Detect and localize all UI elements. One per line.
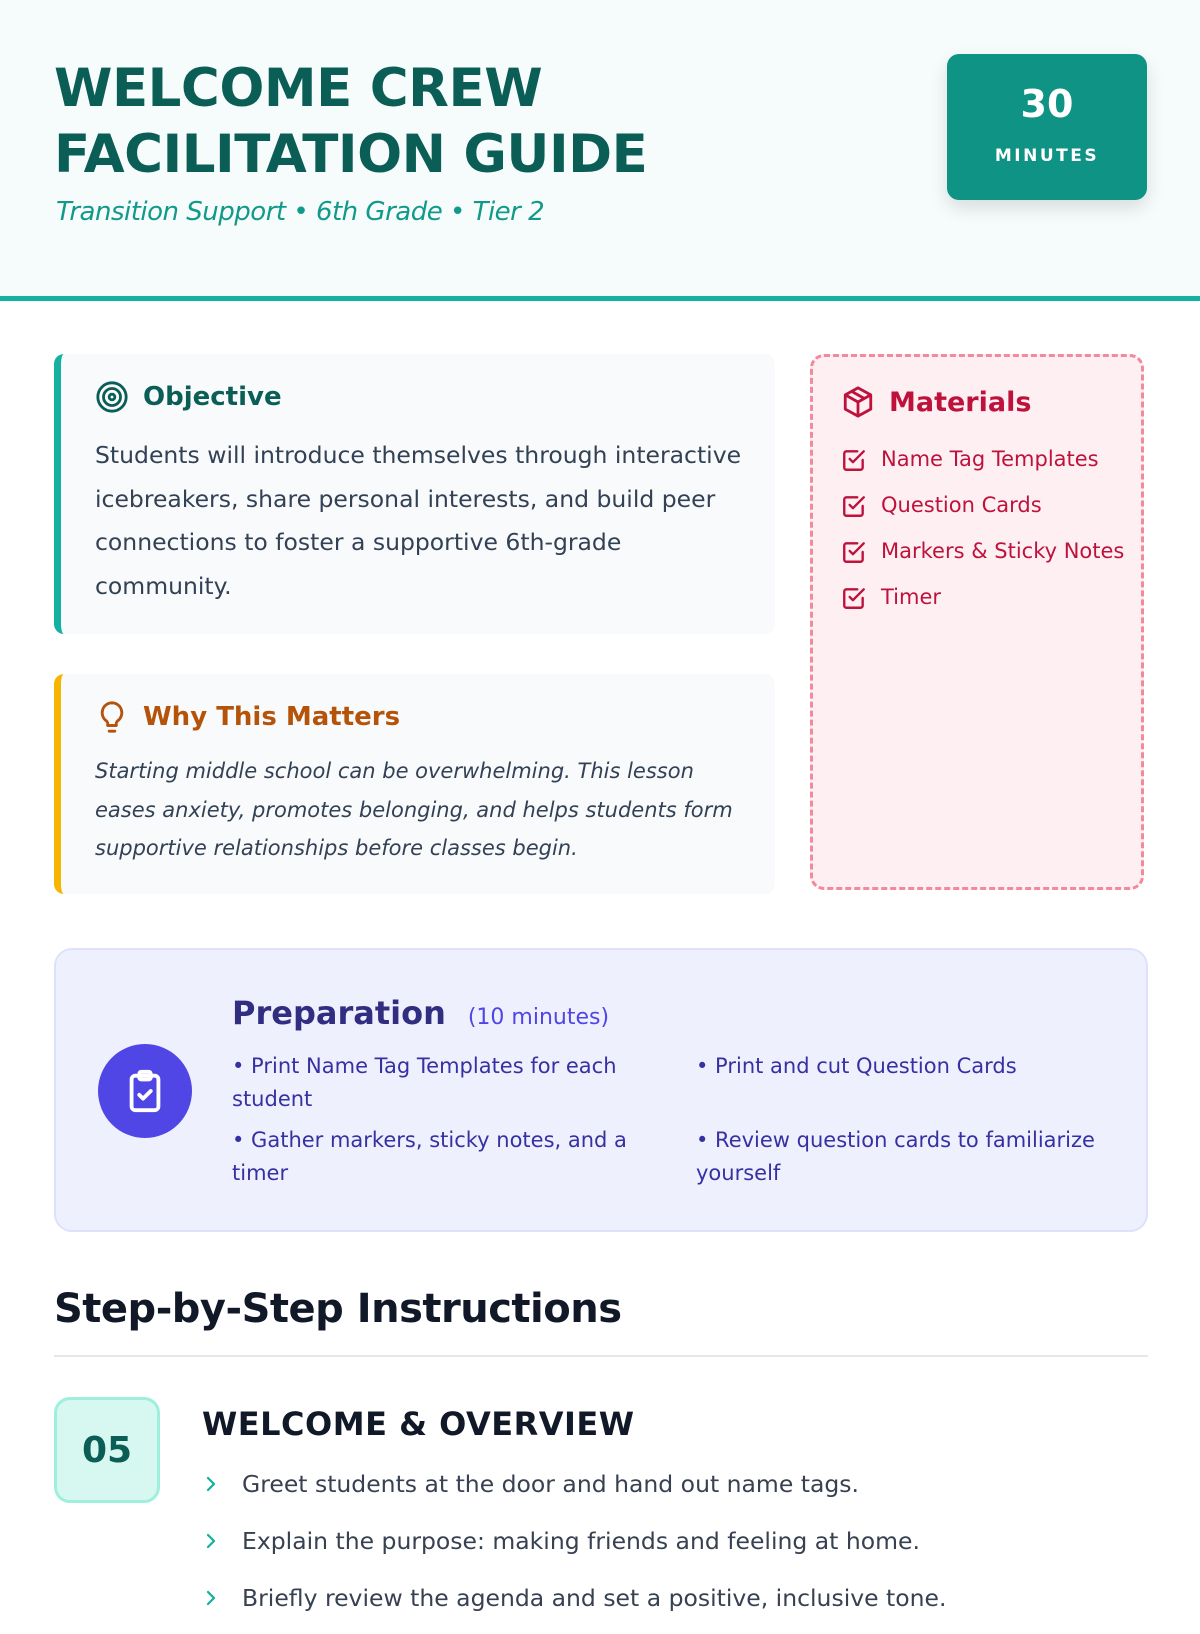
page-title	[54, 56, 647, 188]
checkbox-icon	[841, 539, 867, 565]
preparation-item: • Review question cards to familiarize yourself	[696, 1128, 1095, 1185]
materials-item	[841, 581, 1131, 614]
why-text: Starting middle school can be overwhelming. This lesson eases anxiety, promotes belonging, and helps students form supportive relationships before classes begin.	[95, 759, 733, 860]
duration-value: 30	[1020, 82, 1074, 126]
checkbox-icon	[841, 493, 867, 519]
checkbox-icon	[841, 585, 867, 611]
materials-item	[841, 443, 1131, 476]
page-subtitle: Transition Support • 6th Grade • Tier 2	[56, 197, 545, 227]
duration-unit: MINUTES	[994, 146, 1100, 166]
preparation-item: • Gather markers, sticky notes, and a timer	[232, 1128, 627, 1185]
section-divider	[54, 1355, 1148, 1357]
preparation-header	[232, 994, 609, 1032]
materials-list	[841, 443, 1131, 627]
step-bullet	[202, 1520, 1142, 1562]
materials-card	[810, 354, 1144, 890]
materials-item-label: Markers & Sticky Notes	[881, 539, 1125, 563]
step-title: WELCOME & OVERVIEW	[202, 1405, 635, 1443]
objective-card	[54, 354, 775, 634]
chevron-right-icon	[202, 1589, 220, 1607]
duration-badge	[947, 54, 1147, 200]
objective-text: Students will introduce themselves through interactive icebreakers, share personal interests, and build peer connections to foster a supportive 6th-grade community.	[95, 441, 742, 600]
preparation-item: • Print and cut Question Cards	[696, 1054, 1017, 1078]
step-bullet	[202, 1577, 1142, 1619]
step-bullet-text: Explain the purpose: making friends and feeling at home.	[242, 1527, 920, 1555]
step-bullet-text: Greet students at the door and hand out name tags.	[242, 1470, 860, 1498]
lightbulb-icon	[95, 700, 129, 734]
chevron-right-icon	[202, 1532, 220, 1550]
step-bullet-text: Briefly review the agenda and set a positive, inclusive tone.	[242, 1584, 947, 1612]
materials-header	[841, 385, 1031, 419]
checkbox-icon	[841, 447, 867, 473]
step-bullet-list	[202, 1463, 1142, 1634]
step-number-badge: 05	[54, 1397, 160, 1503]
preparation-duration: (10 minutes)	[467, 1005, 610, 1030]
preparation-heading: Preparation	[232, 994, 446, 1032]
steps-heading: Step-by-Step Instructions	[54, 1286, 622, 1332]
page-header	[0, 0, 1200, 301]
why-card	[54, 674, 775, 894]
target-icon	[95, 380, 129, 414]
preparation-item: • Print Name Tag Templates for each student	[232, 1054, 617, 1111]
chevron-right-icon	[202, 1475, 220, 1493]
title-line-1: WELCOME CREW	[54, 58, 543, 119]
materials-item-label: Timer	[881, 585, 942, 609]
step-bullet	[202, 1463, 1142, 1505]
objective-heading: Objective	[143, 382, 282, 412]
why-header	[95, 700, 400, 734]
materials-heading: Materials	[889, 386, 1032, 418]
materials-item-label: Name Tag Templates	[881, 447, 1099, 471]
preparation-card	[54, 948, 1148, 1232]
objective-header	[95, 380, 282, 414]
why-heading: Why This Matters	[143, 702, 401, 732]
materials-item-label: Question Cards	[881, 493, 1042, 517]
box-icon	[841, 385, 875, 419]
title-line-2: FACILITATION GUIDE	[54, 124, 648, 185]
materials-item	[841, 535, 1131, 568]
clipboard-check-icon	[98, 1044, 192, 1138]
materials-item	[841, 489, 1131, 522]
